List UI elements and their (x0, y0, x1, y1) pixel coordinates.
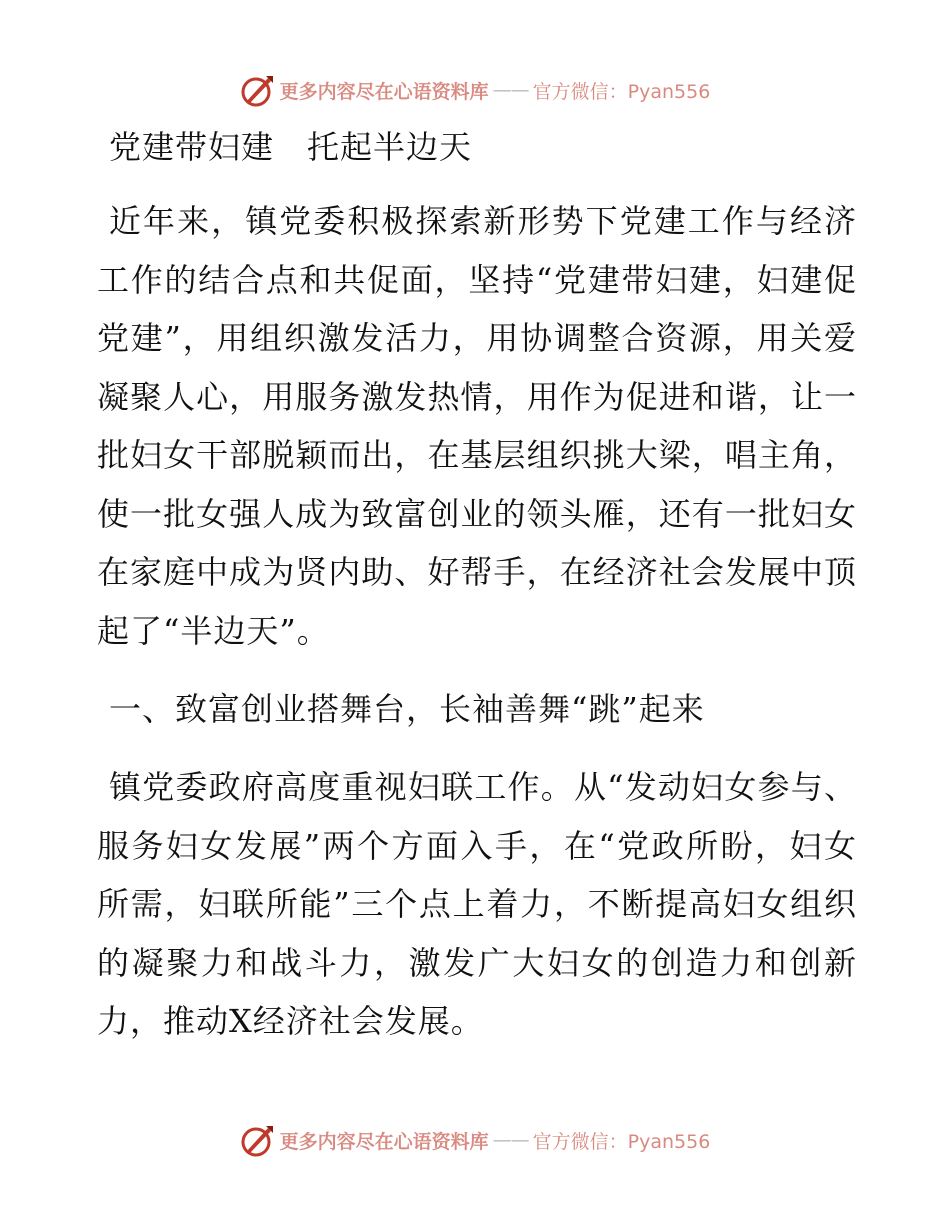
quill-logo-icon (240, 72, 276, 108)
document-title: 党建带妇建 托起半边天 (109, 128, 473, 166)
watermark-contact-text: 官方微信：Pyan556 (532, 1130, 711, 1153)
watermark-dash: —— (492, 1129, 529, 1151)
watermark-brand-text: 更多内容尽在心语资料库 (279, 1130, 489, 1153)
watermark-contact-text: 官方微信：Pyan556 (532, 80, 711, 103)
footer-watermark (0, 1120, 950, 1160)
section-paragraph: 镇党委政府高度重视妇联工作。从“发动妇女参与、服务妇女发展”两个方面入手，在“党政所盼，妇女所需，妇联所能”三个点上着力，不断提高妇女组织的凝聚力和战斗力，激发广大妇女的创造力和创新力，推动X经济社会发展。 (97, 768, 857, 1040)
watermark-dash: —— (492, 79, 529, 101)
document-body (97, 120, 857, 1073)
intro-paragraph: 近年来，镇党委积极探索新形势下党建工作与经济工作的结合点和共促面，坚持“党建带妇建，妇建促党建”，用组织激发活力，用协调整合资源，用关爱凝聚人心，用服务激发热情，用作为促进和谐，让一批妇女干部脱颖而出，在基层组织挑大梁，唱主角，使一批女强人成为致富创业的领头雁，还有一批妇女在家庭中成为贤内助、好帮手，在经济社会发展中顶起了“半边天”。 (97, 202, 857, 650)
watermark-brand-text: 更多内容尽在心语资料库 (279, 80, 489, 103)
header-watermark (0, 70, 950, 110)
section-heading: 一、致富创业搭舞台，长袖善舞“跳”起来 (109, 690, 705, 728)
quill-logo-icon (240, 1122, 276, 1158)
